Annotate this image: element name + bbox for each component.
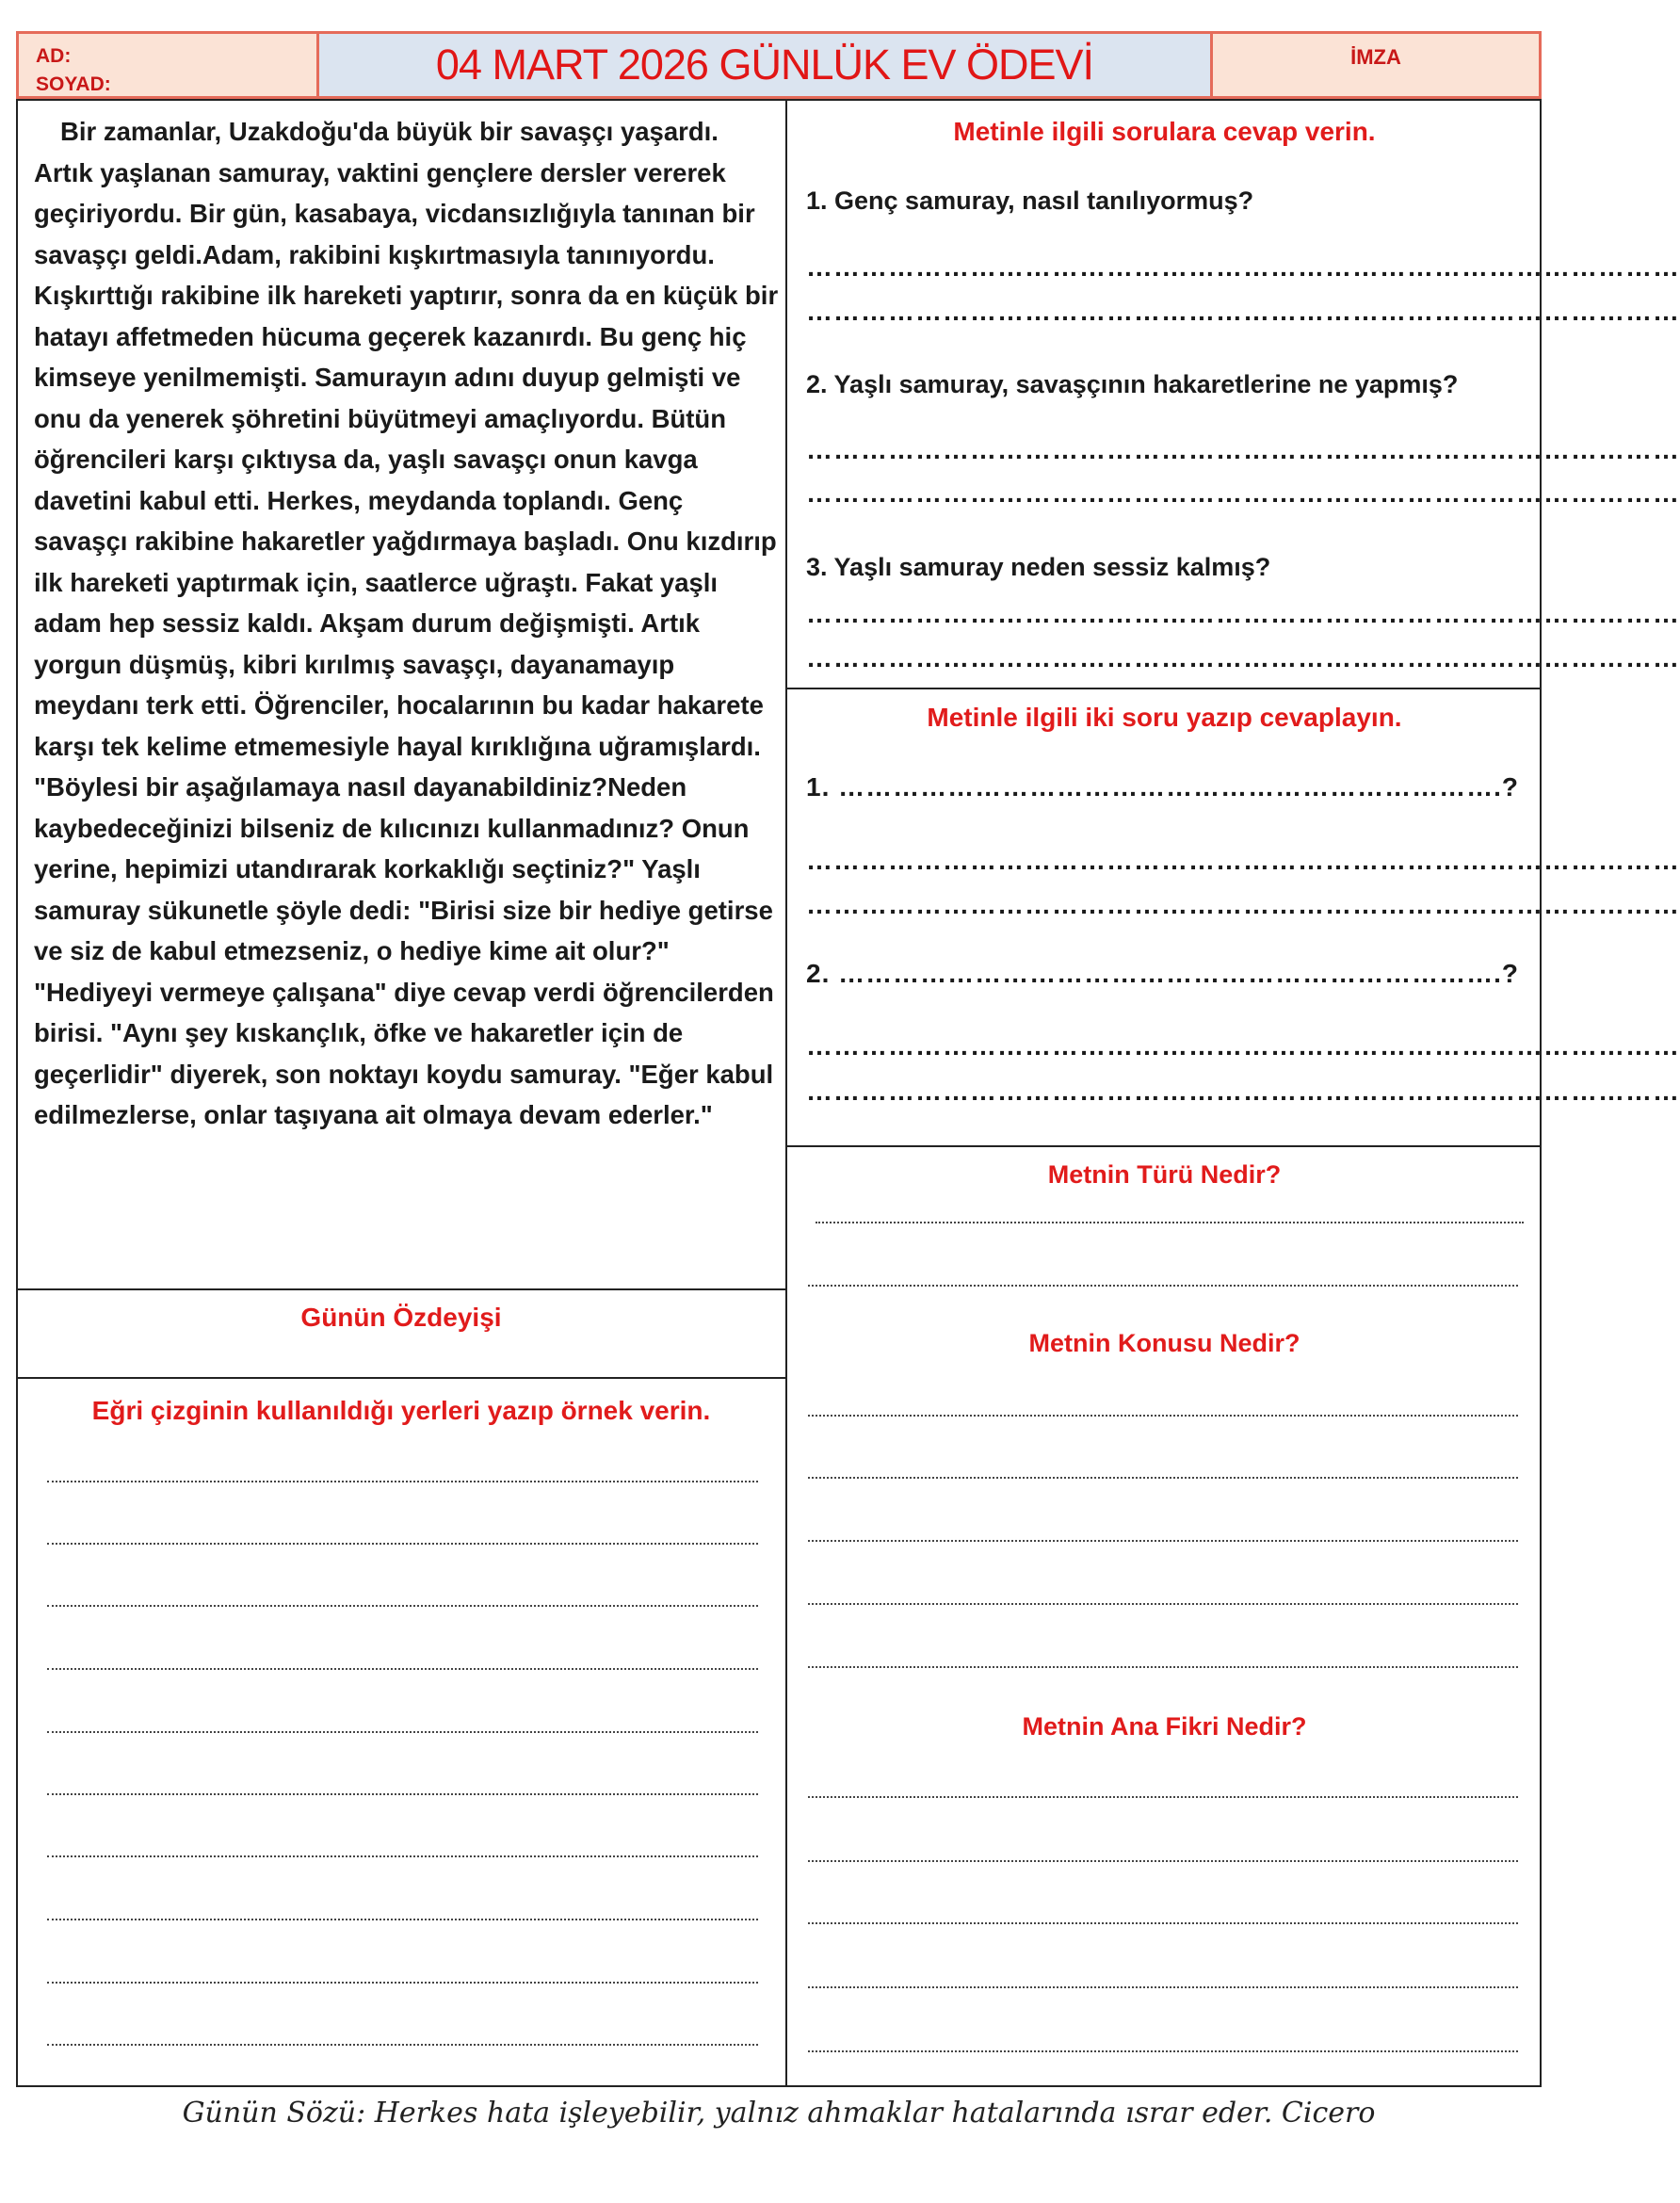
text-type-title: Metnin Türü Nedir? (1047, 1160, 1282, 1189)
name-field-box[interactable] (16, 31, 319, 99)
written-question-2[interactable]: 2. ……………………………………………………………….? (806, 959, 1520, 988)
question-2: 2. Yaşlı samuray, savaşçının hakaretlerine ne yapmış? (806, 370, 1459, 398)
answer-line[interactable] (47, 1982, 758, 1984)
answer-dots[interactable]: …………………………………………………………………………………… (806, 1031, 1680, 1061)
answer-line[interactable] (808, 2050, 1518, 2052)
questions-title: Metinle ilgili sorulara cevap verin. (953, 117, 1376, 146)
answer-line[interactable] (47, 1731, 758, 1733)
question-3: 3. Yaşlı samuray neden sessiz kalmış? (806, 553, 1271, 581)
quote-of-day-title: Günün Özdeyişi (300, 1303, 502, 1332)
answer-line[interactable] (47, 1605, 758, 1607)
answer-dots[interactable]: …………………………………………………………………………………… (806, 435, 1680, 464)
signature-box[interactable] (1210, 31, 1542, 99)
text-topic-title: Metnin Konusu Nedir? (1028, 1329, 1300, 1357)
answer-dots[interactable]: …………………………………………………………………………………… (806, 599, 1680, 628)
answer-line[interactable] (816, 1222, 1524, 1223)
question-1: 1. Genç samuray, nasıl tanılıyormuş? (806, 186, 1254, 215)
footer-quote: Günün Sözü: Herkes hata işleyebilir, yalnız ahmaklar hatalarında ısrar eder. Cicero (182, 2097, 1376, 2130)
signature-label: İMZA (1350, 45, 1401, 69)
divider (786, 1145, 1542, 1147)
answer-line[interactable] (808, 1603, 1518, 1605)
name-label: AD: (36, 45, 72, 67)
surname-label: SOYAD: (36, 73, 111, 95)
answer-line[interactable] (808, 1415, 1518, 1417)
write-questions-title: Metinle ilgili iki soru yazıp cevaplayın. (927, 703, 1402, 732)
answer-line[interactable] (47, 1919, 758, 1920)
page-title: 04 MART 2026 GÜNLÜK EV ÖDEVİ (435, 40, 1094, 89)
answer-line[interactable] (808, 1796, 1518, 1798)
page-title-box (319, 31, 1210, 99)
answer-line[interactable] (808, 1666, 1518, 1668)
answer-dots[interactable]: …………………………………………………………………………………… (806, 890, 1680, 919)
answer-line[interactable] (47, 2044, 758, 2046)
story-text (34, 111, 783, 1136)
story-paragraph: Bir zamanlar, Uzakdoğu'da büyük bir savaşçı yaşardı. Artık yaşlanan samuray, vaktini gençlere dersler vererek geçiriyordu. Bir gün, kasabaya, vicdansızlığıyla tanınan bir savaşçı geldi.Adam, rakibini kışkırtmasıyla tanınıyordu. Kışkırttığı rakibine ilk hareketi yaptırır, sonra da en küçük bir hatayı affetmeden hücuma geçerek kazanırdı. Bu genç hiç kimseye yenilmemişti. Samurayın adını duyup gelmişti ve onu da yenerek şöhretini büyütmeyi amaçlıyordu. Bütün öğrencileri karşı çıktıysa da, yaşlı savaşçı onun kavga davetini kabul etti. Herkes, meydanda toplandı. Genç savaşçı rakibine hakaretler yağdırmaya başladı. Onu kızdırıp ilk hareketi yaptırmak için, saatlerce uğraştı. Fakat yaşlı adam hep sessiz kaldı. Akşam durum değişmişti. Artık yorgun düşmüş, kibri kırılmış savaşçı, dayanamayıp meydanı terk etti. Öğrenciler, hocalarının bu kadar hakarete karşı tek kelime etmemesiyle hayal kırıklığına uğramışlardı. "Böylesi bir aşağılamaya nasıl dayanabildiniz?Neden kaybedeceğinizi bilseniz de kılıcınızı kullanmadınız? Onun yerine, hepimizi utandırarak korkaklığı seçtiniz?" Yaşlı samuray sükunetle şöyle dedi: "Birisi size bir hediye getirse ve siz de kabul etmezseniz, o hediye kime ait olur?" "Hediyeyi vermeye çalışana" diye cevap verdi öğrencilerden birisi. "Aynı şey kıskançlık, öfke ve hakaretler için de geçerlidir" diyerek, son noktayı koydu samuray. "Eğer kabul edilmezlerse, onlar taşıyana ait olmaya devam ederler." (34, 117, 779, 1129)
answer-dots[interactable]: …………………………………………………………………………………… (806, 297, 1680, 326)
divider (16, 1288, 786, 1290)
answer-line[interactable] (808, 1285, 1518, 1287)
answer-line[interactable] (47, 1481, 758, 1482)
divider (786, 688, 1542, 689)
column-divider (785, 99, 787, 2087)
answer-line[interactable] (47, 1543, 758, 1545)
answer-dots[interactable]: …………………………………………………………………………………… (806, 252, 1680, 282)
answer-line[interactable] (808, 1922, 1518, 1924)
divider (16, 1377, 786, 1379)
answer-line[interactable] (808, 1477, 1518, 1479)
answer-dots[interactable]: …………………………………………………………………………………… (806, 846, 1680, 875)
answer-dots[interactable]: …………………………………………………………………………………… (806, 643, 1680, 672)
answer-dots[interactable]: …………………………………………………………………………………… (806, 1077, 1680, 1106)
answer-line[interactable] (47, 1793, 758, 1795)
written-question-1[interactable]: 1. ……………………………………………………………….? (806, 772, 1520, 802)
answer-line[interactable] (808, 1986, 1518, 1988)
answer-line[interactable] (47, 1668, 758, 1670)
answer-line[interactable] (808, 1860, 1518, 1862)
answer-line[interactable] (47, 1855, 758, 1857)
curve-line-title: Eğri çizginin kullanıldığı yerleri yazıp örnek verin. (91, 1396, 711, 1425)
answer-line[interactable] (808, 1540, 1518, 1542)
answer-dots[interactable]: …………………………………………………………………………………… (806, 478, 1680, 508)
quote-of-day-answer[interactable] (38, 1347, 772, 1375)
main-idea-title: Metnin Ana Fikri Nedir? (1022, 1712, 1307, 1741)
